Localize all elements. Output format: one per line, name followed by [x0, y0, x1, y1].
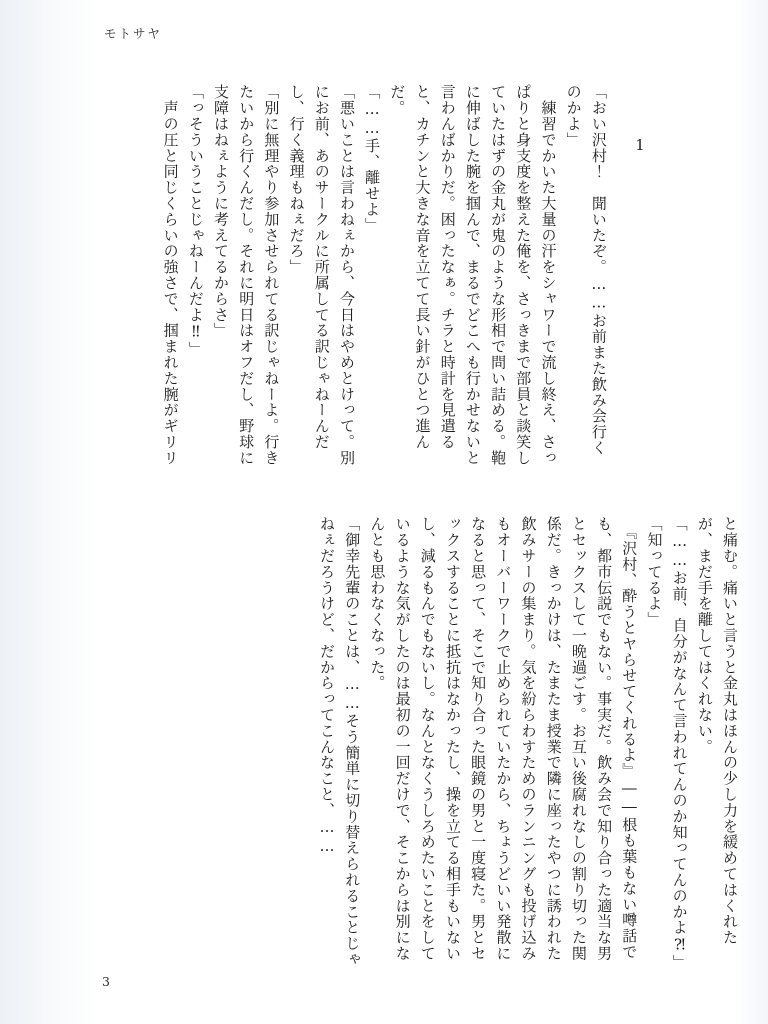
paragraph: 「っそういうことじゃねーんだよ‼」 — [186, 84, 205, 358]
paragraph: 「別に無理やり参加させられてる訳じゃねーよ。行きたいから行くんだし。それに明日はオフだし、野球に支障はねぇように考えてるからさ」 — [212, 84, 281, 466]
paragraph: 『沢村、酔うとヤらせてくれるよ』――根も葉もない噂話でも、都市伝説でもない。事実だ。飲み会で知り合った適当な男とセックスして一晩過ごす。お互い後腐れなしの割り切った関係だ。きっかけは、たまたま授業で隣に座ったやつに誘われた飲みサーの集まり。気を紛らわすためのランニングも投げ込みもオーバーワークで止められていたから、ちょうどいい発散になると思って、そこで知り合った眼鏡の男と一度寝た。男とセックスすることに抵抗はなかったし、操を立てる相手もいないし、減るもんでもないし。なんとなくうしろめたいことをしているような気がしたのは最初の一回だけで、そこからは別になんとも思わなくなった。 — [368, 516, 639, 962]
paragraph: 「……お前、自分がなんて言われてんのか知ってんのかよ⁈」 — [670, 516, 689, 971]
upper-text-block — [157, 84, 652, 468]
running-header-title: モトサヤ — [104, 26, 163, 41]
chapter-number: 1 — [631, 136, 649, 155]
lower-text-block — [314, 516, 742, 971]
paragraph: 「おい沢村！ 聞いたぞ。……お前また飲み会行くのかよ」 — [564, 84, 608, 456]
paragraph: 練習でかいた大量の汗をシャワーで流し終え、さっぱりと身支度を整えた俺を、さっきまで部員と談笑していたはずの金丸が鬼のような形相で問い詰める。鞄に伸ばした腕を掴んで、まるでどこへも行かせないと言わんばかりだ。困ったなぁ。チラと時計を見遣ると、カチンと大きな音を立てて長い針がひとつ進んだ。 — [388, 84, 558, 466]
paragraph: と痛む。痛いと言うと金丸はほんの少し力を緩めてはくれたが、まだ手を離してはくれない。 — [695, 516, 739, 946]
page-number: 3 — [102, 974, 110, 989]
paragraph: 「悪いことは言わねぇから、今日はやめとけって。別にお前、あのサークルに所属してる訳じゃねーんだし、行く義理もねぇだろ」 — [287, 84, 356, 466]
paragraph: 声の圧と同じくらいの強さで、掴まれた腕がギリリ — [161, 84, 180, 466]
paragraph: 「御幸先輩のことは、……そう簡単に切り替えられることじゃねぇだろうけど、だからってこんなこと、…… — [318, 516, 362, 968]
paragraph: 「知ってるよ」 — [645, 516, 664, 628]
paragraph: 「……手、離せよ」 — [363, 84, 382, 234]
